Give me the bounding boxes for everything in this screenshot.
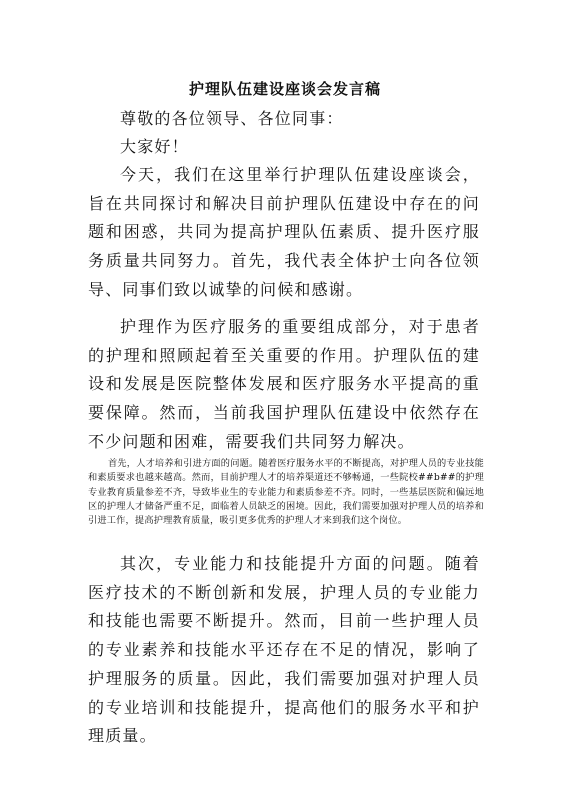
paragraph-talent-training: 首先，人才培养和引进方面的问题。随着医疗服务水平的不断提高，对护理人员的专业技能和素质要求也越来越高。然而，目前护理人才的培养渠道还不够畅通，一些院校##b##的护理专业教育质量参差不齐，导致毕业生的专业能力和素质参差不齐。同时，一些基层医院和偏远地区的护理人才储备严重不足，面临着人员缺乏的困境。因此，我们需要加强对护理人员的培养和引进工作，提高护理教育质量，吸引更多优秀的护理人才来到我们这个岗位。 [88,458,484,527]
page-title: 护理队伍建设座谈会发言稿 [188,80,381,98]
paragraph-opening: 今天，我们在这里举行护理队伍建设座谈会，旨在共同探讨和解决目前护理队伍建设中存在的问题和困惑，共同为提高护理队伍素质、提升医疗服务质量共同努力。首先，我代表全体护士向各位领导、同事们致以诚挚的问候和感谢。 [88,165,480,299]
paragraph-skill-improvement: 其次，专业能力和技能提升方面的问题。随着医疗技术的不断创新和发展，护理人员的专业能力和技能也需要不断提升。然而，目前一些护理人员的专业素养和技能水平还存在不足的情况，影响了护理服务的质量。因此，我们需要加强对护理人员的专业培训和技能提升，提高他们的服务水平和护理质量。 [88,554,480,746]
salutation: 尊敬的各位领导、各位同事： [120,109,344,128]
greeting: 大家好！ [120,137,189,156]
paragraph-importance: 护理作为医疗服务的重要组成部分，对于患者的护理和照顾起着至关重要的作用。护理队伍的建设和发展是医院整体发展和医疗服务水平提高的重要保障。然而，当前我国护理队伍建设中依然存在不少问题和困难，需要我们共同努力解决。 [88,317,480,451]
